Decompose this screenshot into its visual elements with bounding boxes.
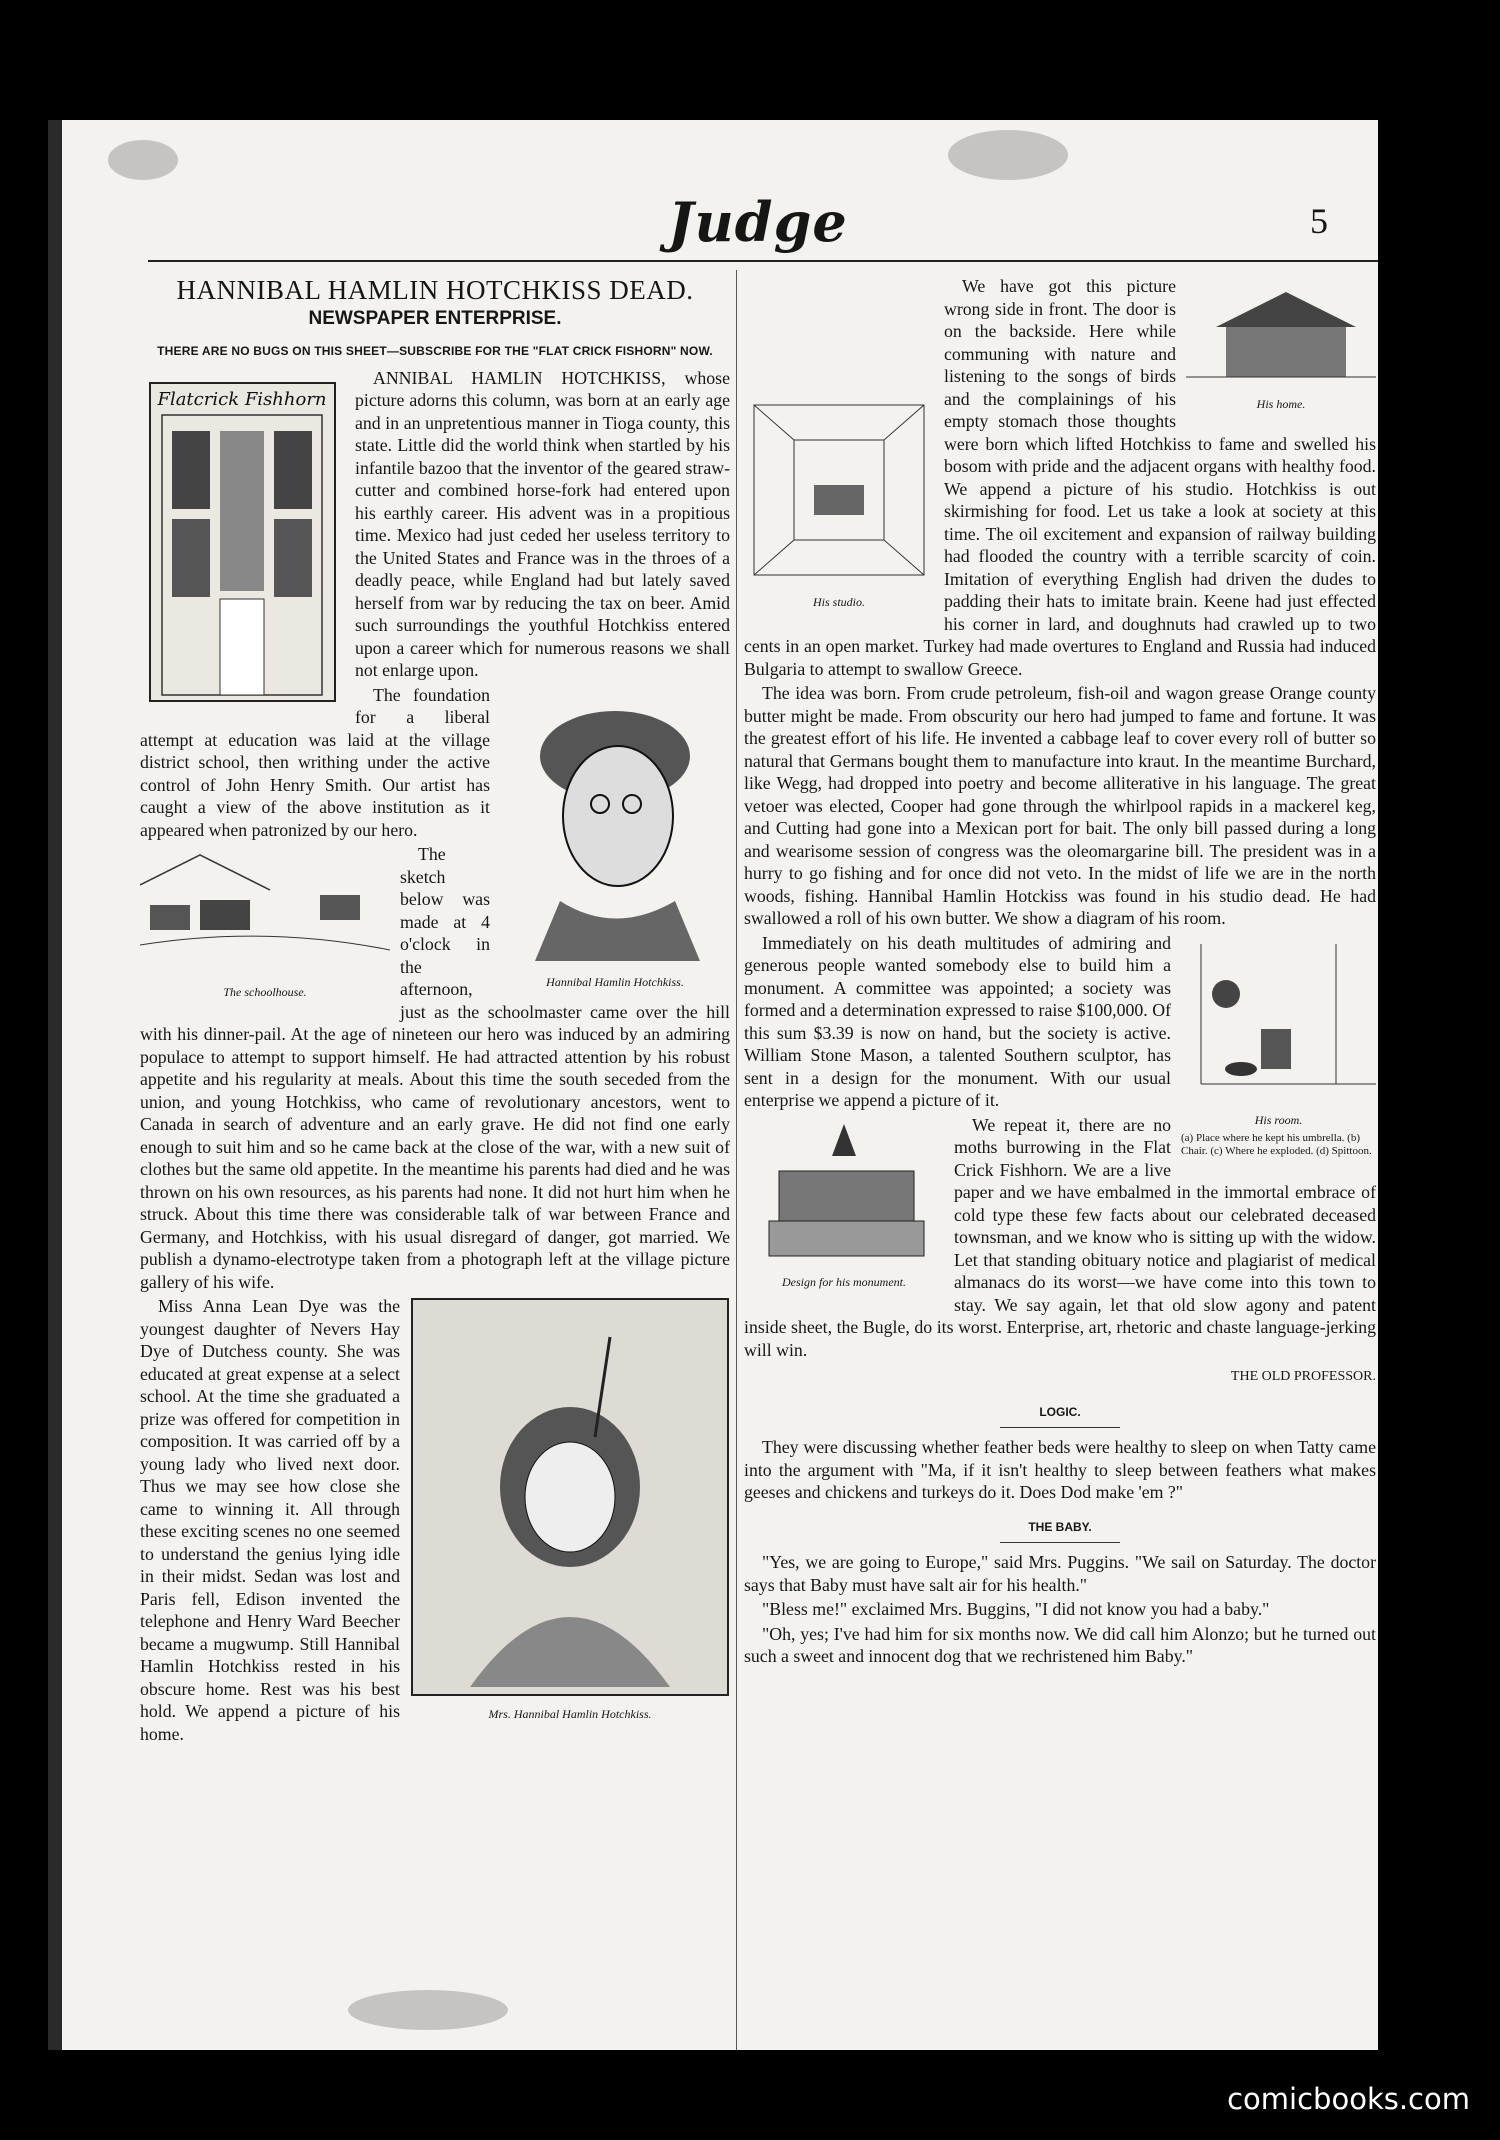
- caption-home: His home.: [1256, 396, 1306, 411]
- figure-room: [1181, 934, 1376, 1158]
- figure-portrait: [500, 686, 730, 994]
- logic-text: They were discussing whether feather beds were healthy to sleep on when Tatty came into the argument with "Ma, if it isn't healthy to sleep between feathers what makes geeses and chickens and turkeys do it. Does Dod make 'em ?": [744, 1437, 1376, 1502]
- caption-monument: Design for his monument.: [782, 1275, 906, 1289]
- article-p4: Miss Anna Lean Dye was the youngest daughter of Nevers Hay Dye of Dutchess county. She was educated at great expense at a select school. At the time she graduated a prize was offered for competition in composition. It was carried off by a young lady who lived next door. Thus we may see how close she came to winning it. All through these exciting scenes no one seemed to understand the genius lying idle in their midst. Sedan was lost and Paris fell, Edison invented the telephone and Henry Ward Beecher became a mugwump. Still Hannibal Hamlin Hotchkiss rested in his obscure home. Rest was his best hold. We append a picture of his home.: [140, 1296, 400, 1744]
- figure-newspaper-sign: [140, 369, 345, 715]
- home-illustration: [1186, 277, 1376, 387]
- article-signature: THE OLD PROFESSOR.: [1230, 1369, 1376, 1384]
- figure-schoolhouse: [140, 845, 390, 1003]
- logic-heading: LOGIC.: [744, 1401, 1376, 1429]
- figure-wife: [410, 1297, 730, 1725]
- article-subtitle: NEWSPAPER ENTERPRISE.: [308, 307, 562, 329]
- stain: [948, 130, 1068, 180]
- portrait-illustration: [500, 686, 730, 966]
- article-tagline: THERE ARE NO BUGS ON THIS SHEET—SUBSCRIBE FOR THE "FLAT CRICK FISHORN" NOW.: [157, 344, 713, 358]
- page-number: 5: [1310, 201, 1328, 241]
- caption-room-key: (a) Place where he kept his umbrella. (b) Chair. (c) Where he exploded. (d) Spittoon.: [1181, 1131, 1372, 1157]
- figure-home: [1186, 277, 1376, 415]
- caption-wife: Mrs. Hannibal Hamlin Hotchkiss.: [488, 1706, 652, 1721]
- column-divider: [736, 270, 737, 2050]
- column-left: [140, 275, 730, 1747]
- caption-portrait: Hannibal Hamlin Hotchkiss.: [546, 975, 684, 989]
- figure-studio: [744, 395, 934, 613]
- masthead: Judge: [668, 190, 848, 254]
- article-lead: ANNIBAL HAMLIN HOTCHKISS, whose picture adorns this column, was born at an early age and in an unpretentious manner in Tioga county, this state. Little did the world think when startled by his infantile bazoo that the inventor of the geared straw-cutter and combined horse-fork had entered upon his earthly career. His advent was in a propitious time. Mexico had just ceded her useless territory to the United States and France was in the throes of a deadly peace, while England had but lately saved herself from war by reducing the tax on beer. Amid such surroundings the youthful Hotchkiss entered upon a career which for numerous reasons we shall not enlarge upon.: [355, 367, 730, 680]
- article-p7: Immediately on his death multitudes of admiring and generous people wanted somebody else to build him a monument. A committee was appointed; a society was formed and a determination expressed to raise $100,000. Of this sum $3.39 is now on hand, but the society is active. William Stone Mason, a talented Southern sculptor, has sent in a design for the monument. With our usual enterprise we append a picture of it.: [744, 932, 1171, 1110]
- studio-illustration: [744, 395, 934, 585]
- baby-heading: THE BABY.: [744, 1516, 1376, 1544]
- caption-schoolhouse: The schoolhouse.: [223, 984, 307, 999]
- newspaper-sign-illustration: [140, 369, 345, 709]
- monument-illustration: [744, 1116, 944, 1266]
- header-rule: [148, 260, 1378, 262]
- signature-line: [744, 1363, 1376, 1389]
- column-right: [744, 275, 1376, 1670]
- watermark: comicbooks.com: [1227, 2082, 1470, 2116]
- article-p6: The idea was born. From crude petroleum, fish-oil and wagon grease Orange county butter might be made. From obscurity our hero had jumped to fame and fortune. It was the greatest effort of his life. He invented a cabbage leaf to cover every roll of butter so natural that Germans bought them to manufacture into kraut. In the meantime Burchard, like Wegg, had dropped into poetry and become alliterative in his language. The great vetoer was elected, Cooper had gone through the whirlpool rapids in a mackerel keg, and Cutting had gone into a Mexican port for bait. The only bill passed during a long and wearisome session of congress was the oleomargarine bill. The president was in a hurry to go fishing and for once did not veto. In the midst of life we are in the north woods, fishing. Hannibal Hamlin Hotckiss was found in his studio dead. He had swallowed a roll of his own butter. We show a diagram of his room.: [744, 683, 1376, 928]
- article-p8: We repeat it, there are no moths burrowing in the Flat Crick Fishhorn. We are a live paper and we have embalmed in the immortal embrace of cold type these few facts about our celebrated deceased townsman, and we know who is sitting up with the widow. Let that standing obituary notice and plagiarist of medical almanacs do its worst—we have come into this town to stay. We say again, let that old slow agony and patent inside sheet, the Bugle, do its worst. Enterprise, art, rhetoric and chaste language-jerking will win.: [744, 1114, 1376, 1360]
- caption-room: His room.: [1254, 1113, 1303, 1127]
- article-p5: We have got this picture wrong side in front. The door is on the backside. Here while communing with nature and listening to the songs of birds and the complainings of his empty stomach those thoughts were born which lifted Hotchkiss to fame and swelled his bosom with pride and the adjacent organs with healthy food. We append a picture of his studio. Hotchkiss is out skirmishing for food. Let us take a look at society at this time. The oil excitement and expansion of railway building had flooded the country with a terrible scarcity of coin. Imitation of everything English had driven the dudes to padding their hats to imitate brain. Keene had just effected his corner in lard, and doughnuts had crawled up to two cents in an open market. Turkey had made overtures to England and Russia had induced Bulgaria to attempt to swallow Greece.: [744, 276, 1376, 679]
- baby-p1: "Yes, we are going to Europe," said Mrs. Puggins. "We sail on Saturday. The doctor says that Baby must have salt air for his health.": [744, 1552, 1376, 1595]
- baby-p2: "Bless me!" exclaimed Mrs. Buggins, "I did not know you had a baby.": [762, 1599, 1270, 1619]
- article-title: HANNIBAL HAMLIN HOTCHKISS DEAD.: [176, 275, 694, 305]
- article-p2: The foundation for a liberal attempt at education was laid at the village district school, then writhing under the active control of John Henry Smith. Our artist has caught a view of the above institution as it appeared when patronized by our hero.: [140, 684, 490, 840]
- figure-monument: [744, 1116, 944, 1294]
- sign-text: Flatcrick Fishhorn: [157, 388, 327, 410]
- room-illustration: [1181, 934, 1376, 1104]
- baby-p3: "Oh, yes; I've had him for six months now. We did call him Alonzo; but he turned out such a sweet and innocent dog that we rechristened him Baby.": [744, 1623, 1376, 1666]
- binding-gutter: [48, 120, 62, 2050]
- stain: [348, 1990, 508, 2030]
- schoolhouse-illustration: [140, 845, 390, 975]
- wife-illustration: [410, 1297, 730, 1697]
- article-p3: The sketch below was made at 4 o'clock in the afternoon, just as the schoolmaster came over the hill with his dinner-pail. At the age of nineteen our hero was induced by an admiring populace to attempt to support himself. He had attracted attention by his robust appetite and his regularity at meals. About this time the south seceded from the union, and young Hotchkiss, who came of revolutionary ancestors, went to Canada in search of adventure and an early grave. He did not find one early enough to suit him and so he came back at the close of the war, with a new suit of clothes but the same old appetite. In the meantime his parents had died and he was thrown on his own resources, as his parents had none. It did not hurt him when he struck. About this time there was considerable talk of war between France and Germany, and Hotchkiss, with his usual disregard of danger, got married. We publish a dynamo-electrotype taken from a photograph left at the village picture gallery of his wife.: [140, 844, 730, 1292]
- caption-studio: His studio.: [812, 594, 865, 609]
- stain: [108, 140, 178, 180]
- newspaper-page: [48, 120, 1378, 2050]
